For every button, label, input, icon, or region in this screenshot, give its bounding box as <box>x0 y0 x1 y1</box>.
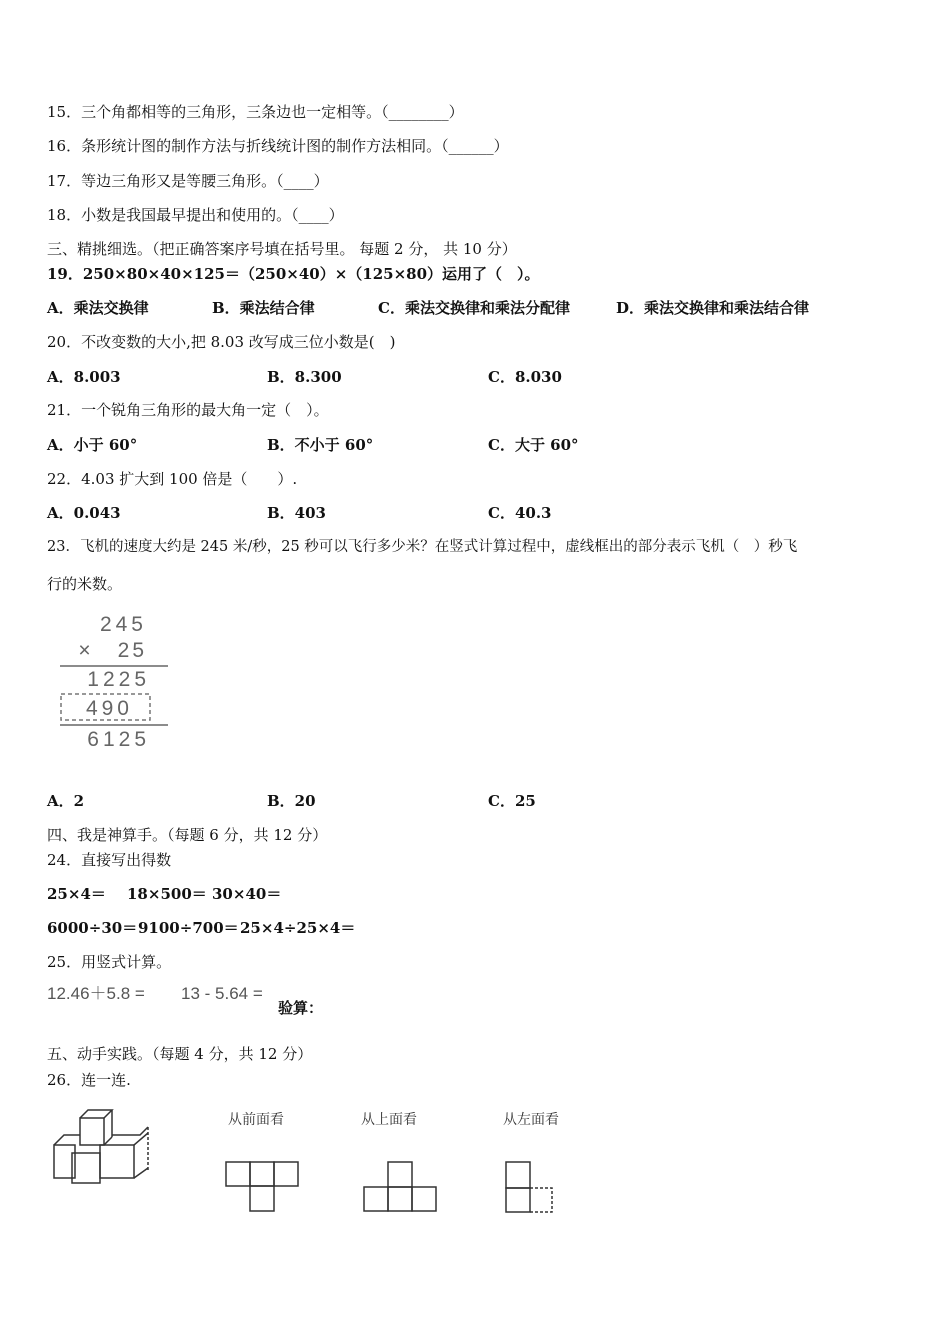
q19-option-d: D．乘法交换律和乘法结合律 <box>616 299 810 317</box>
calc-partial-2: 490 <box>85 697 133 720</box>
section-5-heading: 五、动手实践。（每题 4 分，共 12 分） <box>47 1045 313 1063</box>
q25-expression-2: 13 - 5.64 = <box>181 984 263 1003</box>
vertical-multiplication-figure <box>55 608 180 753</box>
q20-option-a: A．8.003 <box>47 368 121 386</box>
q25-expression-1: 12.46＋5.8 = <box>47 984 145 1003</box>
q24-item: 18×500＝ <box>127 885 207 903</box>
section-3-heading: 三、精挑细选。（把正确答案序号填在括号里。 每题 2 分， 共 10 分） <box>47 240 517 258</box>
question-18: 18．小数是我国最早提出和使用的。（____） <box>47 206 344 224</box>
question-23-line2: 行的米数。 <box>47 575 123 593</box>
q19-option-c: C．乘法交换律和乘法分配律 <box>378 299 570 317</box>
q22-option-c: C．40.3 <box>488 504 552 522</box>
q20-option-b: B．8.300 <box>267 368 342 386</box>
q21-option-a: A．小于 60° <box>47 436 138 454</box>
question-17: 17．等边三角形又是等腰三角形。（____） <box>47 172 329 190</box>
calc-result: 6125 <box>87 728 150 751</box>
view-label-top: 从上面看 <box>361 1112 417 1128</box>
question-22: 22．4.03 扩大到 100 倍是（ ）. <box>47 470 298 488</box>
q22-option-b: B．403 <box>267 504 326 522</box>
q24-item: 6000÷30＝ <box>47 919 138 937</box>
view-shape-1 <box>224 1158 304 1216</box>
calc-partial-1: 1225 <box>87 668 150 691</box>
view-label-left: 从左面看 <box>503 1112 559 1128</box>
q23-option-c: C．25 <box>488 792 536 810</box>
q25-check-label: 验算： <box>278 999 324 1017</box>
cube-stack-figure <box>50 1108 155 1188</box>
view-shape-3 <box>500 1158 560 1216</box>
q21-option-c: C．大于 60° <box>488 436 579 454</box>
question-26: 26．连一连. <box>47 1071 131 1089</box>
q24-item: 9100÷700＝ <box>138 919 239 937</box>
q22-option-a: A．0.043 <box>47 504 121 522</box>
q24-item: 30×40＝ <box>212 885 282 903</box>
question-23-line1: 23．飞机的速度大约是 245 米/秒，25 秒可以飞行多少米？在竖式计算过程中，虚线框出的部分表示飞机（ ）秒飞 <box>47 539 798 555</box>
q21-option-b: B．不小于 60° <box>267 436 374 454</box>
question-19: 19．250×80×40×125＝（250×40）×（125×80）运用了（ ）。 <box>47 265 540 283</box>
question-24: 24．直接写出得数 <box>47 851 172 869</box>
question-21: 21．一个锐角三角形的最大角一定（ ）。 <box>47 401 329 419</box>
q19-option-a: A．乘法交换律 <box>47 299 149 317</box>
q24-item: 25×4÷25×4＝ <box>240 919 356 937</box>
question-15: 15．三个角都相等的三角形，三条边也一定相等。（________） <box>47 103 464 121</box>
question-25: 25．用竖式计算。 <box>47 953 172 971</box>
view-label-front: 从前面看 <box>228 1112 284 1128</box>
section-4-heading: 四、我是神算手。（每题 6 分，共 12 分） <box>47 826 328 844</box>
question-20: 20．不改变数的大小,把 8.03 改写成三位小数是( ) <box>47 333 396 351</box>
view-shape-2 <box>362 1158 442 1216</box>
calc-top: 245 <box>99 613 147 636</box>
q20-option-c: C．8.030 <box>488 368 562 386</box>
q23-option-b: B．20 <box>267 792 316 810</box>
q24-item: 25×4＝ <box>47 885 106 903</box>
question-16: 16．条形统计图的制作方法与折线统计图的制作方法相同。（______） <box>47 137 509 155</box>
q19-option-b: B．乘法结合律 <box>212 299 315 317</box>
calc-multiplier: × 25 <box>78 639 147 662</box>
q23-option-a: A．2 <box>47 792 85 810</box>
